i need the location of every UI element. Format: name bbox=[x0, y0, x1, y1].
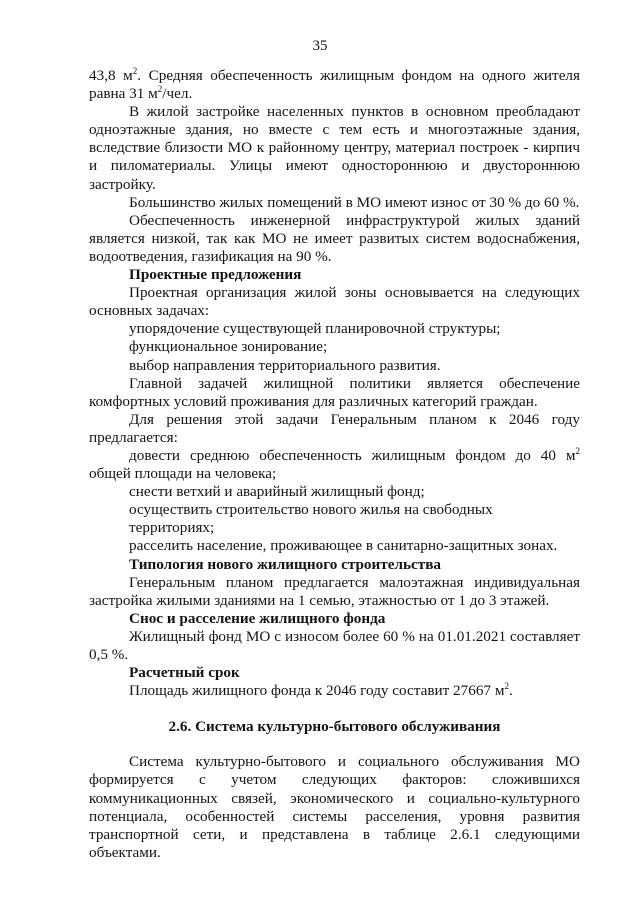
paragraph-cultural-services: Система культурно-бытового и социального обслуживания МО формируется с учетом следующих факторов: сложившихся коммуникационных связей, экономического и социально-культурного потенциала, особенностей системы расселения, уровня развития транспортной сети, и представлена в таблице 2.6.1 следующими объектами. bbox=[89, 753, 580, 861]
paragraph-zone-organization: Проектная организация жилой зоны основывается на следующих основных задачах: bbox=[89, 284, 580, 320]
paragraph-general-plan: Для решения этой задачи Генеральным планом к 2046 году предлагается: bbox=[89, 410, 580, 446]
heading-demolition-resettlement: Снос и расселение жилищного фонда bbox=[129, 609, 386, 627]
paragraph-housing-total: Площадь жилищного фонда к 2046 году составит 27667 $м^2$. bbox=[129, 681, 513, 700]
paragraph-demolition: Жилищный фонд МО с износом более 60 % на 01.01.2021 составляет 0,5 %. bbox=[89, 627, 580, 663]
section-title: 2.6. Система культурно-бытового обслуживания bbox=[168, 718, 501, 736]
paragraph-housing-area: 43,8 $м^2$. Средняя обеспеченность жилищным фондом на одного жителя равна 31 $м^2$/чел. bbox=[89, 66, 580, 103]
page-number: 35 bbox=[312, 38, 328, 54]
document-body bbox=[89, 67, 580, 862]
list-item: осуществить строительство нового жилья на свободных территориях; bbox=[129, 501, 493, 537]
heading-calculated-term: Расчетный срок bbox=[129, 664, 240, 682]
paragraph-building-types: В жилой застройке населенных пунктов в основном преобладают одноэтажные здания, но вместе с тем есть и многоэтажные здания, вследствие близости МО к районному центру, материал построек - кирпич и пиломатериалы. Улицы имеют одностороннюю и двустороннюю застройку. bbox=[89, 103, 580, 193]
list-item: довести среднюю обеспеченность жилищным фондом до 40 $м^2$ общей площади на человека; bbox=[89, 445, 580, 483]
list-item: снести ветхий и аварийный жилищный фонд; bbox=[129, 483, 425, 501]
paragraph-wear: Большинство жилых помещений в МО имеют износ от 30 % до 60 %. bbox=[129, 193, 580, 211]
paragraph-typology: Генеральным планом предлагается малоэтажная индивидуальная застройка жилыми зданиями на 1 семью, этажностью от 1 до 3 этажей. bbox=[89, 573, 580, 609]
heading-project-proposals: Проектные предложения bbox=[129, 266, 302, 284]
list-item: выбор направления территориального развития. bbox=[129, 356, 441, 374]
paragraph-housing-policy: Главной задачей жилищной политики является обеспечение комфортных условий проживания для различных категорий граждан. bbox=[89, 374, 580, 410]
paragraph-infrastructure: Обеспеченность инженерной инфраструктурой жилых зданий является низкой, так как МО не имеет развитых систем водоснабжения, водоотведения, газификация на 90 %. bbox=[89, 211, 580, 265]
list-item: упорядочение существующей планировочной структуры; bbox=[129, 320, 501, 338]
heading-construction-typology: Типология нового жилищного строительства bbox=[129, 555, 442, 573]
list-item: функциональное зонирование; bbox=[129, 338, 328, 356]
list-item: расселить население, проживающее в санитарно-защитных зонах. bbox=[129, 537, 558, 555]
